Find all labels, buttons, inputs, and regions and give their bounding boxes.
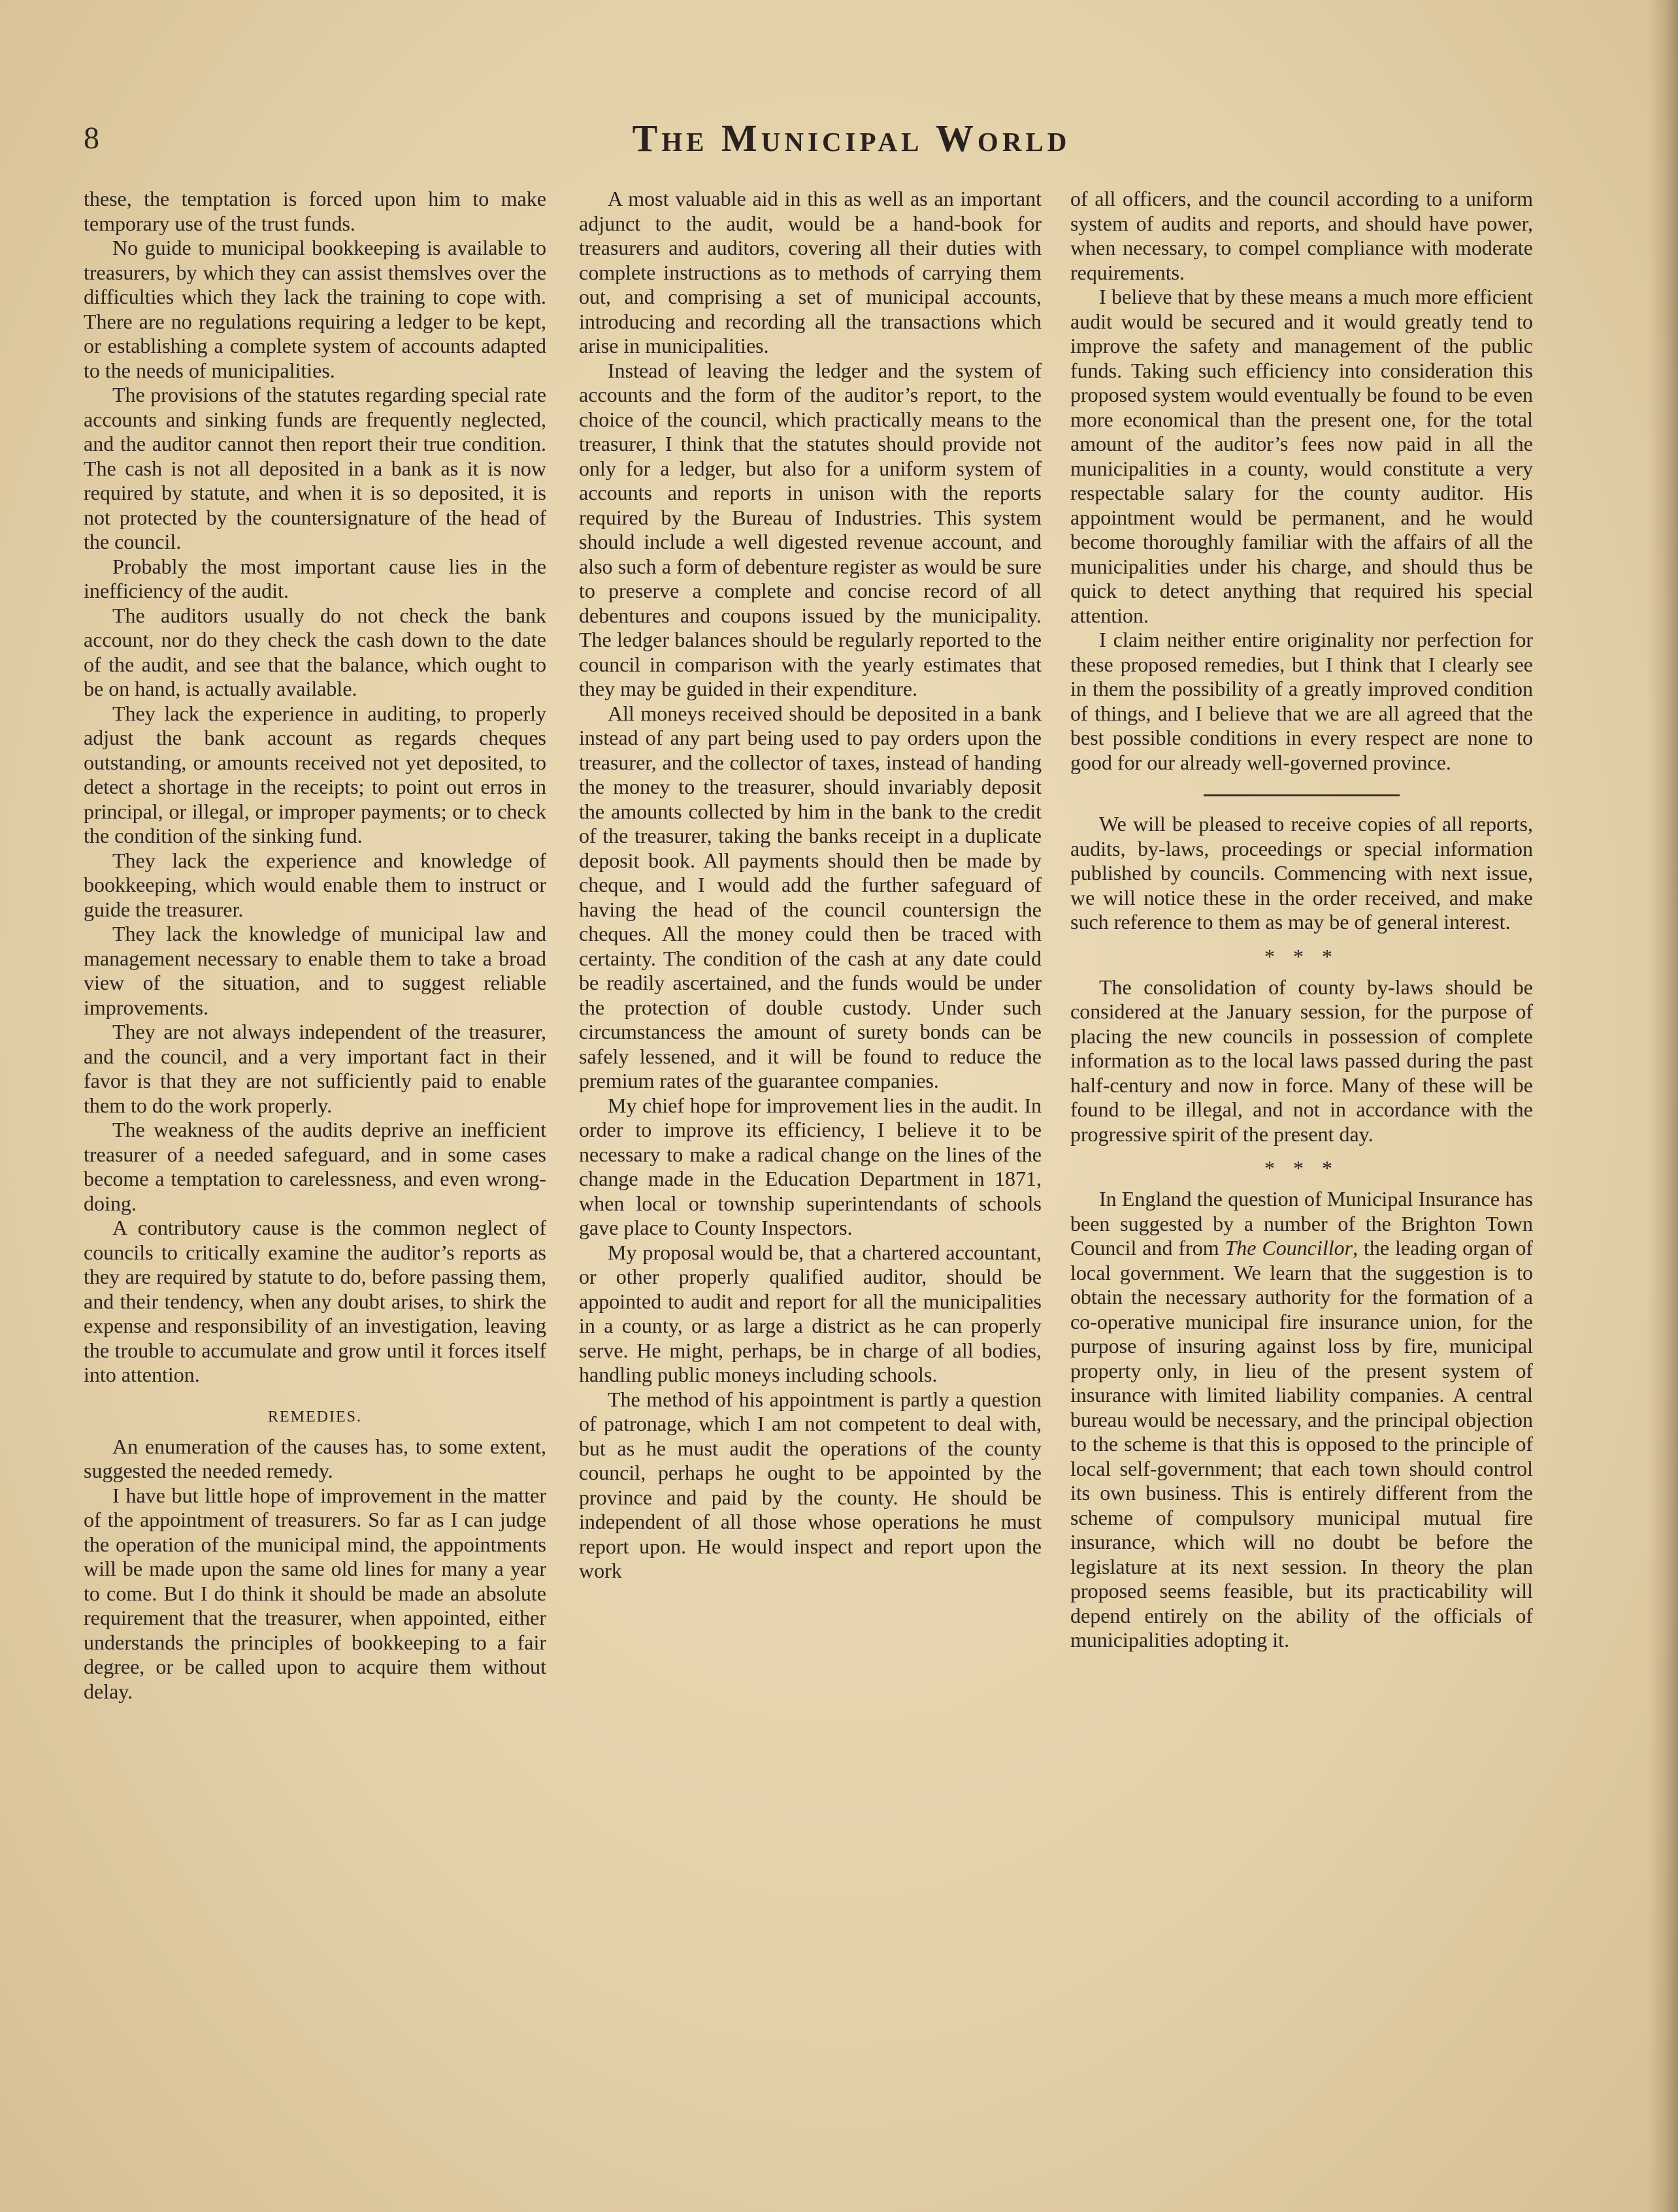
paragraph: The provisions of the statutes regarding special rate accounts and sinking funds are frequently neglected, and the auditor cannot then report their true condition. The cash is not all deposited in a bank as it is now required by statute, and when it is so deposited, it is not protected by the countersignature of the head of the council.: [84, 383, 546, 553]
article-columns: [84, 187, 1537, 2160]
section-heading-remedies: REMEDIES.: [268, 1408, 362, 1425]
paragraph: A most valuable aid in this as well as an important adjunct to the audit, would be a hand-book for treasurers and auditors, covering all their duties with complete instructions as to methods of carrying them out, and comprising a set of municipal accounts, introducing and recording all the transactions which arise in municipalities.: [579, 187, 1042, 357]
paragraph: A contributory cause is the common neglect of councils to critically examine the auditor’s reports as they are required by statute to do, before passing them, and their tendency, when any doubt arises, to shirk the expense and responsibility of an investigation, leaving the trouble to accumulate and grow until it forces itself into attention.: [84, 1216, 546, 1386]
paragraph: They lack the knowledge of municipal law and management necessary to enable them to take a broad view of the situation, and to suggest reliable improvements.: [84, 922, 546, 1019]
paragraph: They are not always independent of the treasurer, and the council, and a very important fact in their favor is that they are not sufficiently paid to enable them to do the work properly.: [84, 1020, 546, 1117]
asterism-separator: * * *: [1264, 944, 1339, 968]
page-number: 8: [84, 121, 99, 155]
journal-title: The Municipal World: [632, 117, 1071, 159]
paragraph: I believe that by these means a much more efficient audit would be secured and it would greatly tend to improve the safety and management of the public funds. Taking such efficiency into consideration this proposed system would eventually be found to be even more economical than the present one, for the total amount of the auditor’s fees now paid in all the municipalities in a county, would constitute a very respectable salary for the county auditor. His appointment would be permanent, and he would become thoroughly familiar with the affairs of all the municipalities under his charge, and should thus be quick to detect anything that required his special attention.: [1070, 285, 1533, 627]
paragraph: I have but little hope of improvement in the matter of the appointment of treasurers. So far as I can judge the operation of the municipal mind, the appointments will be made upon the same old lines for many a year to come. But I do think it should be made an absolute requirement that the treasurer, when appointed, either understands the principles of bookkeeping to a fair degree, or be called upon to acquire them without delay.: [84, 1483, 546, 1703]
paragraph: My proposal would be, that a chartered accountant, or other properly qualified auditor, should be appointed to audit and report for all the municipalities in a county, or as large a district as he can properly serve. He might, perhaps, be in charge of all bodies, handling public moneys including schools.: [579, 1240, 1042, 1386]
paragraph: The weakness of the audits deprive an inefficient treasurer of a needed safeguard, and in some cases become a temptation to carelessness, and even wrong-doing.: [84, 1118, 546, 1215]
paragraph: Probably the most important cause lies in the inefficiency of the audit.: [84, 554, 546, 602]
paragraph: of all officers, and the council according to a uniform system of audits and reports, and should have power, when necessary, to compel compliance with moderate requirements.: [1070, 187, 1533, 284]
section-divider: [1204, 794, 1400, 796]
column-3: [1070, 187, 1533, 2160]
paragraph: My chief hope for improvement lies in the audit. In order to improve its efficiency, I believe it to be necessary to make a radical change on the lines of the change made in the Education Department in 1871, when local or township superintendants of schools gave place to County Inspectors.: [579, 1093, 1042, 1239]
paragraph: The consolidation of county by-laws should be considered at the January session, for the purpose of placing the new councils in possession of complete information as to the local laws passed during the past half-century and now in force. Many of these will be found to be illegal, and not in accordance with the progressive spirit of the present day.: [1070, 975, 1533, 1146]
text-run: In England the question of Municipal Insurance has been suggested by a number of the Brighton Town Council and from: [1070, 1187, 1533, 1260]
paragraph-municipal-insurance: [1070, 1187, 1533, 1653]
paragraph: They lack the experience and knowledge of bookkeeping, which would enable them to instruct or guide the treasurer.: [84, 848, 546, 921]
paragraph: Instead of leaving the ledger and the system of accounts and the form of the auditor’s report, to the choice of the council, which practically means to the treasurer, I think that the statutes should provide not only for a ledger, but also for a uniform system of accounts and reports in unison with the reports required by the Bureau of Industries. This system should include a well digested revenue account, and also such a form of debenture register as would be sure to preserve a complete and concise record of all debentures and coupons issued by the municipality. The ledger balances should be regularly reported to the council in comparison with the yearly estimates that they may be guided in their expenditure.: [579, 358, 1042, 700]
paragraph: No guide to municipal bookkeeping is available to treasurers, by which they can assist themslves over the difficulties which they lack the training to cope with. There are no regulations requiring a ledger to be kept, or establishing a complete system of accounts adapted to the needs of municipalities.: [84, 236, 546, 382]
paragraph: these, the temptation is forced upon him to make temporary use of the trust funds.: [84, 187, 546, 235]
page-header: [84, 118, 1619, 163]
publication-title: The Councillor: [1225, 1236, 1353, 1260]
paragraph: An enumeration of the causes has, to some extent, suggested the needed remedy.: [84, 1434, 546, 1482]
paragraph: I claim neither entire originality nor perfection for these proposed remedies, but I think that I clearly see in them the possibility of a greatly improved condition of things, and I believe that we are all agreed that the best possible conditions in every respect are none to good for our already well-governed province.: [1070, 628, 1533, 774]
text-run: , the leading organ of local government. We learn that the suggestion is to obtain the necessary authority for the formation of a co-operative municipal fire insurance union, for the purpose of insuring against loss by fire, municipal property only, in lieu of the present system of insurance with limited liability companies. A central bureau would be necessary, and the principal objection to the scheme is that this is opposed to the principle of local self-government; that each town should control its own business. This is entirely different from the scheme of compulsory municipal mutual fire insurance, which will no doubt be before the legislature at its next session. In theory the plan proposed seems feasible, but its practicability will depend entirely on the ability of the officials of municipalities adopting it.: [1070, 1236, 1533, 1651]
paragraph: The method of his appointment is partly a question of patronage, which I am not competent to deal with, but as he must audit the operations of the county council, perhaps he ought to be appointed by the province and paid by the county. He should be independent of all those whose operations he must report upon. He would inspect and report upon the work: [579, 1387, 1042, 1582]
paragraph: They lack the experience in auditing, to properly adjust the bank account as regards cheques outstanding, or amounts received not yet deposited, to detect a shortage in the receipts; to point out erros in principal, or illegal, or improper payments; or to check the condition of the sinking fund.: [84, 701, 546, 847]
page-edge-shadow: [1648, 0, 1678, 2212]
asterism-separator: * * *: [1264, 1156, 1339, 1180]
paragraph: All moneys received should be deposited in a bank instead of any part being used to pay orders upon the treasurer, and the collector of taxes, instead of handing the money to the treasurer, should invariably deposit the amounts collected by him in the bank to the credit of the treasurer, taking the banks receipt in a duplicate deposit book. All payments should then be made by cheque, and I would add the further safeguard of having the head of the council countersign the cheques. All the money could then be traced with certainty. The condition of the cash at any date could be readily ascertained, and the funds would be under the protection of double custody. Under such circumstancess the amount of surety bonds can be safely lessened, and it will be found to reduce the premium rates of the guarantee companies.: [579, 701, 1042, 1092]
paragraph: The auditors usually do not check the bank account, nor do they check the cash down to the date of the audit, and see that the balance, which ought to be on hand, is actually available.: [84, 603, 546, 700]
editorial-notice: We will be pleased to receive copies of all reports, audits, by-laws, proceedings or special information published by councils. Commencing with next issue, we will notice these in the order received, and make such reference to them as may be of general interest.: [1070, 812, 1533, 934]
column-2: [579, 187, 1042, 2160]
column-1: [84, 187, 546, 2160]
